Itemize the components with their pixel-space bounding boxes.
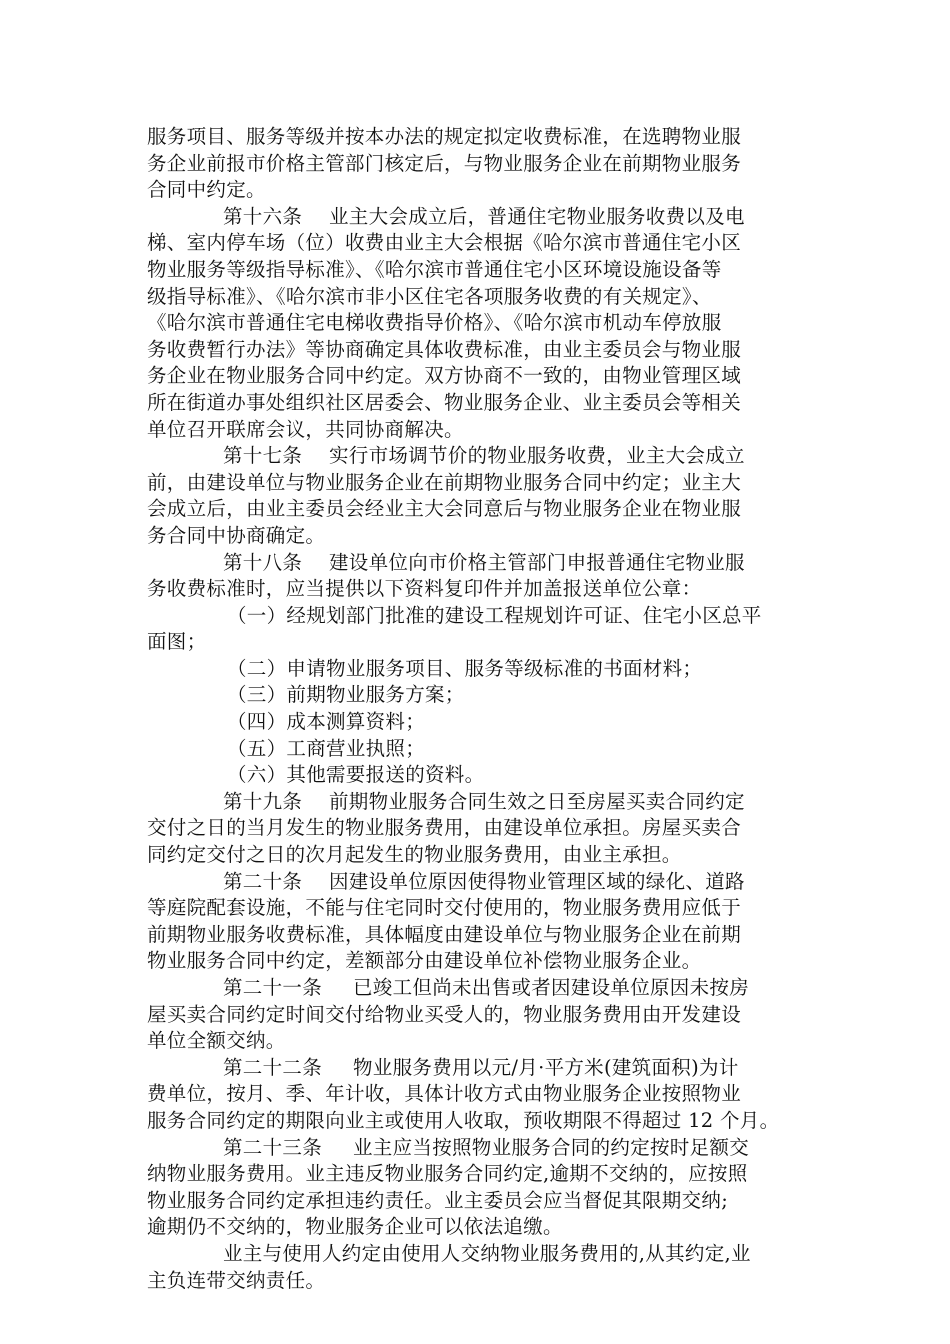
text-line <box>147 842 807 869</box>
line-text: 单位召开联席会议，共同协商解决。 <box>147 417 464 441</box>
text-line <box>147 975 807 1002</box>
line-text: （四）成本测算资料； <box>227 710 426 734</box>
line-text: 会成立后，由业主委员会经业主大会同意后与物业服务企业在物业服 <box>147 497 742 521</box>
line-text: 业主大会成立后，普通住宅物业服务收费以及电 <box>329 204 745 228</box>
article-heading: 第十八条 <box>223 550 303 574</box>
line-text: 面图； <box>147 630 207 654</box>
line-text: 梯、室内停车场（位）收费由业主大会根据《哈尔滨市普通住宅小区 <box>147 231 742 255</box>
line-text: （一）经规划部门批准的建设工程规划许可证、住宅小区总平 <box>227 603 762 627</box>
line-text: 同约定交付之日的次月起发生的物业服务费用，由业主承担。 <box>147 843 682 867</box>
article-heading: 第二十三条 <box>223 1135 323 1159</box>
line-text: 业主与使用人约定由使用人交纳物业服务费用的,从其约定,业 <box>223 1241 751 1265</box>
text-line <box>147 523 807 550</box>
line-text: 交付之日的当月发生的物业服务费用，由建设单位承担。房屋买卖合 <box>147 816 742 840</box>
text-line <box>147 177 807 204</box>
text-line <box>147 682 807 709</box>
text-line <box>147 337 807 364</box>
text-line <box>147 948 807 975</box>
text-line <box>147 1108 807 1135</box>
line-text: 服务项目、服务等级并按本办法的规定拟定收费标准，在选聘物业服 <box>147 125 742 148</box>
line-text: 纳物业服务费用。业主违反物业服务合同约定,逾期不交纳的，应按照 <box>147 1162 748 1186</box>
text-line <box>147 736 807 763</box>
line-text: 服务合同约定的期限向业主或使用人收取，预收期限不得超过 12 个月。 <box>147 1108 780 1132</box>
line-text: 务企业前报市价格主管部门核定后，与物业服务企业在前期物业服务 <box>147 151 742 175</box>
line-text: 务合同中协商确定。 <box>147 523 326 547</box>
text-line <box>147 603 807 630</box>
line-text: 费单位，按月、季、年计收，具体计收方式由物业服务企业按照物业 <box>147 1082 742 1106</box>
line-text: 务收费标准时，应当提供以下资料复印件并加盖报送单位公章： <box>147 577 702 601</box>
text-line <box>147 922 807 949</box>
text-line <box>147 550 807 577</box>
text-line <box>147 1214 807 1241</box>
line-text: 物业服务费用以元/月·平方米(建筑面积)为计 <box>353 1055 739 1079</box>
line-text: 级指导标准》、《哈尔滨市非小区住宅各项服务收费的有关规定》、 <box>147 284 712 308</box>
line-text: 务企业在物业服务合同中约定。双方协商不一致的，由物业管理区域 <box>147 364 742 388</box>
text-line <box>147 470 807 497</box>
text-line <box>147 151 807 178</box>
line-text: 务收费暂行办法》等协商确定具体收费标准，由业主委员会与物业服 <box>147 337 742 361</box>
text-line <box>147 310 807 337</box>
text-line <box>147 815 807 842</box>
text-line <box>147 656 807 683</box>
article-heading: 第二十二条 <box>223 1055 323 1079</box>
document-page <box>147 124 807 1294</box>
article-heading: 第二十条 <box>223 869 303 893</box>
article-heading: 第十六条 <box>223 204 303 228</box>
text-line <box>147 789 807 816</box>
line-text: 已竣工但尚未出售或者因建设单位原因未按房 <box>353 976 750 999</box>
line-text: 物业服务合同约定承担违约责任。业主委员会应当督促其限期交纳; <box>147 1188 729 1212</box>
text-line <box>147 417 807 444</box>
line-text: 屋买卖合同约定时间交付给物业买受人的，物业服务费用由开发建设 <box>147 1002 742 1026</box>
line-text: 逾期仍不交纳的，物业服务企业可以依法追缴。 <box>147 1215 563 1239</box>
text-line <box>147 869 807 896</box>
text-line <box>147 1028 807 1055</box>
text-line <box>147 1002 807 1029</box>
line-text: 业主应当按照物业服务合同的约定按时足额交 <box>353 1135 750 1159</box>
article-heading: 第十七条 <box>223 444 303 468</box>
text-line <box>147 1055 807 1082</box>
line-text: 单位全额交纳。 <box>147 1029 286 1053</box>
line-text: 前期物业服务收费标准，具体幅度由建设单位与物业服务企业在前期 <box>147 922 742 946</box>
text-line <box>147 576 807 603</box>
line-text: 《哈尔滨市普通住宅电梯收费指导价格》、《哈尔滨市机动车停放服 <box>147 311 722 335</box>
text-line <box>147 257 807 284</box>
text-line <box>147 230 807 257</box>
article-heading: 第二十一条 <box>223 976 323 999</box>
text-line <box>147 1188 807 1215</box>
text-line <box>147 762 807 789</box>
line-text: （五）工商营业执照； <box>227 736 426 760</box>
text-line <box>147 496 807 523</box>
text-line <box>147 1081 807 1108</box>
line-text: 物业服务等级指导标准》、《哈尔滨市普通住宅小区环境设施设备等 <box>147 257 722 281</box>
text-line <box>147 709 807 736</box>
text-line <box>147 443 807 470</box>
text-line <box>147 1268 807 1295</box>
line-text: 物业服务合同中约定，差额部分由建设单位补偿物业服务企业。 <box>147 949 702 973</box>
article-heading: 第十九条 <box>223 789 303 813</box>
line-text: 前期物业服务合同生效之日至房屋买卖合同约定 <box>329 789 745 813</box>
text-line <box>147 1241 807 1268</box>
text-line <box>147 204 807 231</box>
text-line <box>147 390 807 417</box>
line-text: （六）其他需要报送的资料。 <box>227 763 485 787</box>
text-line <box>147 284 807 311</box>
line-text: 因建设单位原因使得物业管理区域的绿化、道路 <box>329 869 745 893</box>
text-line <box>147 363 807 390</box>
text-line <box>147 1135 807 1162</box>
line-text: 实行市场调节价的物业服务收费，业主大会成立 <box>329 444 745 468</box>
line-text: 建设单位向市价格主管部门申报普通住宅物业服 <box>329 550 745 574</box>
text-line <box>147 895 807 922</box>
line-text: （二）申请物业服务项目、服务等级标准的书面材料； <box>227 656 703 680</box>
text-line <box>147 124 807 151</box>
text-line <box>147 629 807 656</box>
line-text: 合同中约定。 <box>147 178 266 202</box>
line-text: 主负连带交纳责任。 <box>147 1268 326 1292</box>
line-text: 前，由建设单位与物业服务企业在前期物业服务合同中约定；业主大 <box>147 470 742 494</box>
line-text: 所在街道办事处组织社区居委会、物业服务企业、业主委员会等相关 <box>147 390 742 414</box>
line-text: 等庭院配套设施，不能与住宅同时交付使用的，物业服务费用应低于 <box>147 896 742 920</box>
line-text: （三）前期物业服务方案； <box>227 683 465 707</box>
text-line <box>147 1161 807 1188</box>
